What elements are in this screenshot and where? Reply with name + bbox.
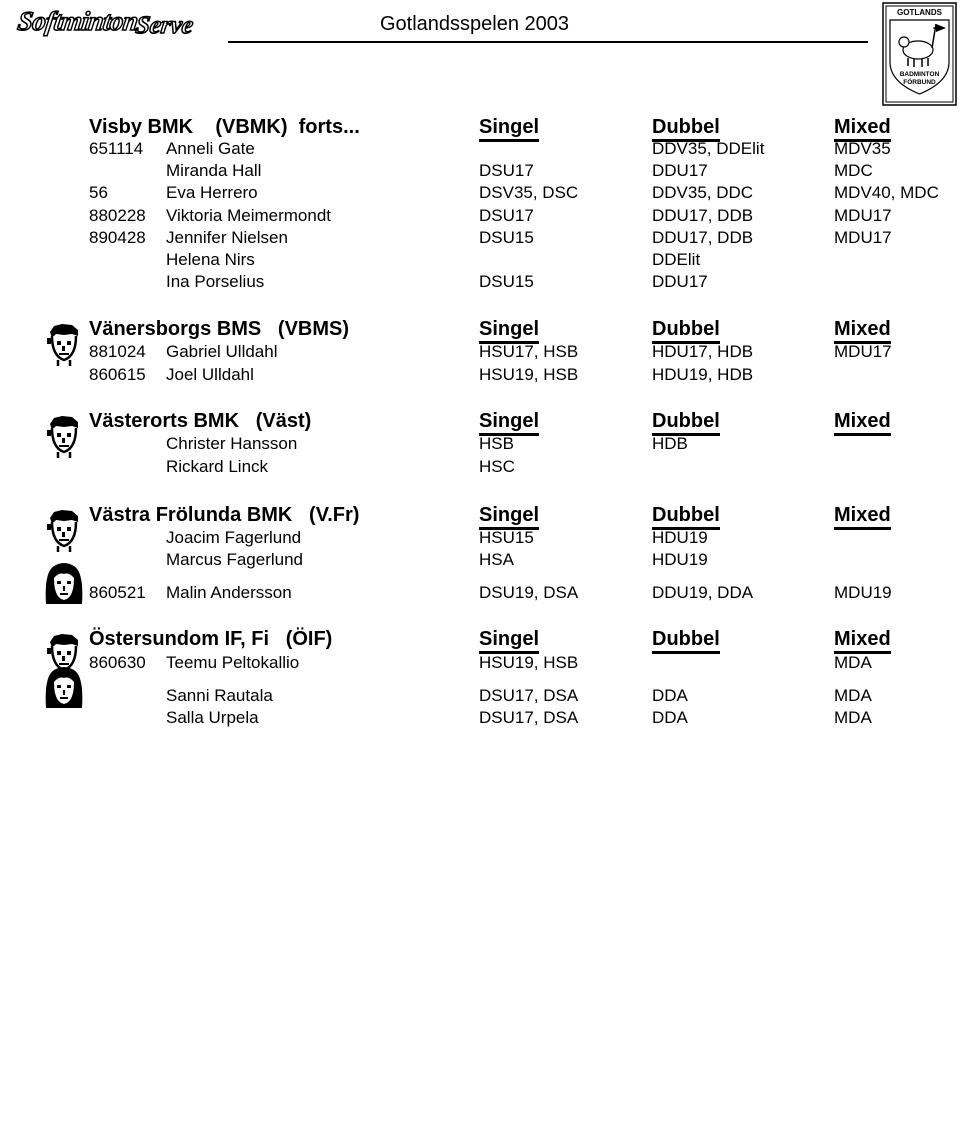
gotlands-badminton-forbund-badge-icon: [882, 2, 957, 106]
dubbel-classes: HDB: [652, 434, 688, 453]
player-row: [0, 456, 960, 478]
singel-classes: DSU17, DSA: [479, 686, 579, 705]
player-name: Anneli Gate: [166, 139, 255, 158]
header-divider: [228, 41, 868, 43]
player-row: [0, 707, 960, 729]
dubbel-classes: DDA: [652, 708, 688, 727]
player-row: [0, 205, 960, 227]
player-name: Teemu Peltokallio: [166, 653, 300, 672]
singel-classes: HSU17, HSB: [479, 342, 579, 361]
column-header-mixed: Mixed: [834, 627, 891, 651]
license-id: 651114: [89, 139, 144, 158]
player-name: Ina Porselius: [166, 272, 265, 291]
club-name: Vänersborgs BMS (VBMS): [89, 318, 350, 340]
license-id: 860521: [89, 583, 146, 602]
singel-classes: DSU17, DSA: [479, 708, 579, 727]
mixed-classes: MDA: [834, 708, 872, 727]
player-row: [0, 182, 960, 204]
singel-classes: DSU15: [479, 272, 534, 291]
license-id: 860630: [89, 653, 146, 672]
player-row: [0, 685, 960, 707]
page-title: Gotlandsspelen 2003: [380, 13, 570, 35]
softminton-serve-logo: [15, 4, 218, 46]
mixed-classes: MDC: [834, 161, 873, 180]
mixed-classes: MDU17: [834, 206, 892, 225]
column-header-mixed: Mixed: [834, 503, 891, 527]
column-header-dubbel: Dubbel: [652, 503, 720, 527]
column-header-singel: Singel: [479, 317, 539, 341]
singel-classes: DSU17: [479, 206, 534, 225]
mixed-classes: MDU19: [834, 583, 892, 602]
player-row: [0, 227, 960, 249]
player-row: [0, 582, 960, 604]
column-header-dubbel: Dubbel: [652, 627, 720, 651]
dubbel-classes: HDU17, HDB: [652, 342, 754, 361]
dubbel-classes: DDV35, DDC: [652, 183, 754, 202]
player-row: [0, 433, 960, 455]
player-row: [0, 364, 960, 386]
badge-bottom-text-1: BADMINTON: [899, 71, 940, 78]
column-header-dubbel: Dubbel: [652, 409, 720, 433]
player-row: [0, 341, 960, 363]
player-name: Joel Ulldahl: [166, 365, 254, 384]
column-header-mixed: Mixed: [834, 115, 891, 139]
player-row: [0, 160, 960, 182]
dubbel-classes: HDU19, HDB: [652, 365, 754, 384]
player-name: Christer Hansson: [166, 434, 298, 453]
dubbel-classes: DDU17, DDB: [652, 206, 754, 225]
club-name: Västra Frölunda BMK (V.Fr): [89, 504, 360, 526]
club-name: Östersundom IF, Fi (ÖIF): [89, 628, 333, 650]
player-row: [0, 549, 960, 571]
player-name: Viktoria Meimermondt: [166, 206, 332, 225]
license-id: 881024: [89, 342, 146, 361]
singel-classes: HSB: [479, 434, 514, 453]
column-header-singel: Singel: [479, 627, 539, 651]
singel-classes: DSU17: [479, 161, 534, 180]
license-id: 56: [89, 183, 108, 202]
logo-serve-text: Serve: [134, 12, 195, 39]
player-name: Jennifer Nielsen: [166, 228, 288, 247]
player-name: Sanni Rautala: [166, 686, 273, 705]
license-id: 860615: [89, 365, 146, 384]
dubbel-classes: DDV35, DDElit: [652, 139, 765, 158]
player-row: [0, 652, 960, 674]
club-name: Visby BMK (VBMK) forts...: [89, 116, 360, 138]
player-name: Miranda Hall: [166, 161, 262, 180]
dubbel-classes: DDU17, DDB: [652, 228, 754, 247]
singel-classes: DSU15: [479, 228, 534, 247]
player-name: Joacim Fagerlund: [166, 528, 302, 547]
player-name: Malin Andersson: [166, 583, 292, 602]
column-header-dubbel: Dubbel: [652, 317, 720, 341]
singel-classes: DSV35, DSC: [479, 183, 579, 202]
column-header-dubbel: Dubbel: [652, 115, 720, 139]
dubbel-classes: DDU19, DDA: [652, 583, 754, 602]
mixed-classes: MDU17: [834, 342, 892, 361]
logo-softminton-text: Softminton: [15, 6, 140, 36]
singel-classes: HSU15: [479, 528, 534, 547]
singel-classes: HSC: [479, 457, 515, 476]
column-header-singel: Singel: [479, 503, 539, 527]
singel-classes: HSU19, HSB: [479, 365, 579, 384]
club-name: Västerorts BMK (Väst): [89, 410, 312, 432]
player-row: [0, 527, 960, 549]
player-name: Salla Urpela: [166, 708, 259, 727]
license-id: 880228: [89, 206, 146, 225]
mixed-classes: MDA: [834, 653, 872, 672]
player-name: Gabriel Ulldahl: [166, 342, 278, 361]
player-row: [0, 271, 960, 293]
player-name: Eva Herrero: [166, 183, 258, 202]
singel-classes: DSU19, DSA: [479, 583, 579, 602]
player-name: Helena Nirs: [166, 250, 255, 269]
dubbel-classes: DDU17: [652, 161, 708, 180]
mixed-classes: MDA: [834, 686, 872, 705]
column-header-singel: Singel: [479, 409, 539, 433]
license-id: 890428: [89, 228, 146, 247]
player-row: [0, 249, 960, 271]
dubbel-classes: DDElit: [652, 250, 701, 269]
dubbel-classes: DDU17: [652, 272, 708, 291]
badge-bottom-text-2: FÖRBUND: [903, 79, 936, 86]
column-header-mixed: Mixed: [834, 317, 891, 341]
player-row: [0, 138, 960, 160]
mixed-classes: MDU17: [834, 228, 892, 247]
dubbel-classes: HDU19: [652, 550, 708, 569]
player-name: Rickard Linck: [166, 457, 269, 476]
mixed-classes: MDV40, MDC: [834, 183, 939, 202]
singel-classes: HSU19, HSB: [479, 653, 579, 672]
column-header-singel: Singel: [479, 115, 539, 139]
badge-top-text: GOTLANDS: [897, 8, 942, 17]
player-name: Marcus Fagerlund: [166, 550, 304, 569]
mixed-classes: MDV35: [834, 139, 891, 158]
dubbel-classes: DDA: [652, 686, 688, 705]
column-header-mixed: Mixed: [834, 409, 891, 433]
dubbel-classes: HDU19: [652, 528, 708, 547]
singel-classes: HSA: [479, 550, 514, 569]
